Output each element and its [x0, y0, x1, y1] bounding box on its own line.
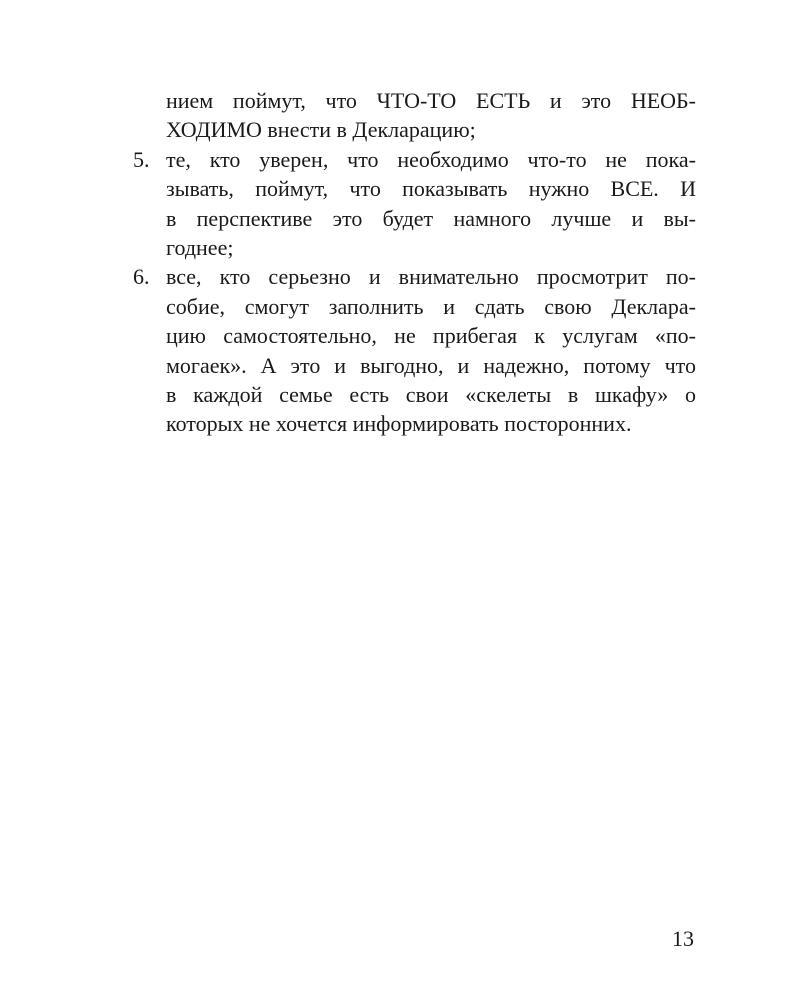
list-item-5-line — [130, 204, 696, 233]
text-line: в перспективе это будет намного лучше и вы- — [166, 205, 696, 231]
list-item-number: 6. — [133, 264, 150, 290]
body-text — [130, 86, 696, 439]
text-line: те, кто уверен, что необходимо что-то не пока- — [166, 146, 696, 172]
text-line: ХОДИМО внести в Декларацию; — [166, 117, 476, 143]
text-line: в каждой семье есть свои «скелеты в шкафу» о — [166, 381, 696, 407]
text-line: все, кто серьезно и внимательно просмотрит по- — [166, 264, 696, 290]
text-line: годнее; — [166, 234, 234, 260]
text-line: которых не хочется информировать посторонних. — [166, 411, 632, 437]
continuation-line-1 — [130, 86, 696, 115]
list-item-6-line — [130, 321, 696, 350]
continuation-line-2 — [130, 115, 696, 144]
list-item-6-line — [130, 380, 696, 409]
text-line: зывать, поймут, что показывать нужно ВСЕ. И — [166, 176, 696, 202]
text-line: собие, смогут заполнить и сдать свою Деклара- — [166, 293, 696, 319]
list-item-6-line — [130, 292, 696, 321]
text-line: могаек». А это и выгодно, и надежно, потому что — [166, 352, 696, 378]
list-item-6-line — [130, 351, 696, 380]
page-number: 13 — [672, 926, 694, 951]
text-line: нием поймут, что ЧТО-ТО ЕСТЬ и это НЕОБ- — [166, 88, 696, 113]
list-item-5 — [130, 145, 696, 174]
list-item-number: 5. — [133, 146, 150, 172]
list-item-6 — [130, 262, 696, 291]
text-line: цию самостоятельно, не прибегая к услугам «по- — [166, 323, 696, 349]
list-item-5-line — [130, 233, 696, 262]
list-item-6-line — [130, 409, 696, 438]
list-item-5-line — [130, 174, 696, 203]
